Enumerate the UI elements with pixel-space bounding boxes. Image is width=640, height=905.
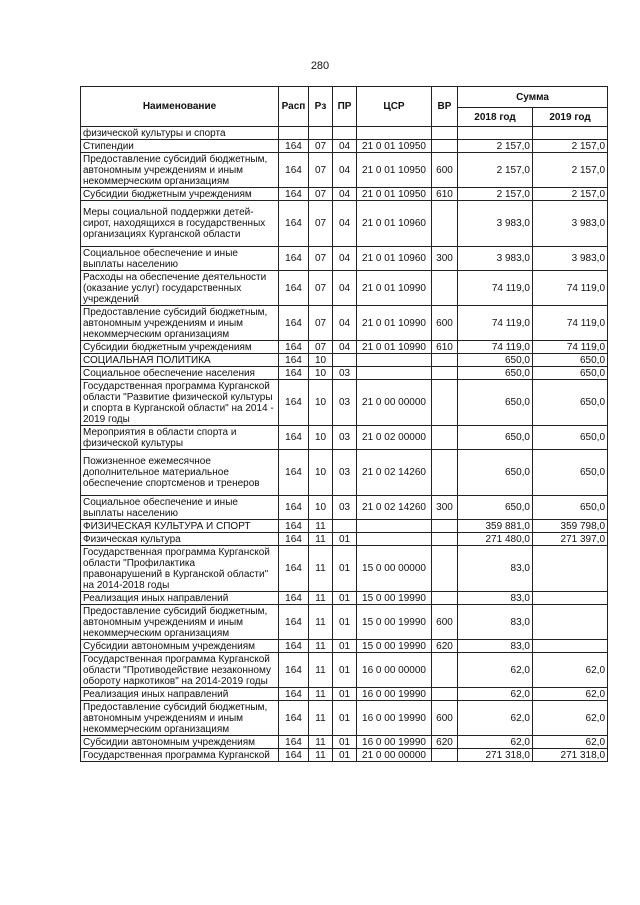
cell-rz: 11	[309, 701, 333, 736]
cell-csr	[357, 354, 432, 367]
cell-pr: 01	[333, 546, 357, 592]
cell-csr: 21 0 01 10990	[357, 341, 432, 354]
cell-vr: 610	[432, 188, 458, 201]
cell-pr: 01	[333, 605, 357, 640]
cell-2018: 74 119,0	[458, 271, 533, 306]
cell-2019: 62,0	[533, 736, 608, 749]
cell-name: Предоставление субсидий бюджетным, автономным учреждениям и иным некоммерческим организациям	[81, 306, 279, 341]
cell-rz: 07	[309, 341, 333, 354]
cell-vr: 300	[432, 496, 458, 520]
cell-rz: 11	[309, 520, 333, 533]
cell-pr: 03	[333, 450, 357, 496]
cell-2018: 271 480,0	[458, 533, 533, 546]
cell-vr	[432, 426, 458, 450]
cell-csr: 21 0 00 00000	[357, 749, 432, 762]
cell-rasp: 164	[279, 546, 309, 592]
cell-pr: 01	[333, 533, 357, 546]
cell-pr: 04	[333, 188, 357, 201]
cell-2018: 650,0	[458, 496, 533, 520]
cell-2019: 650,0	[533, 354, 608, 367]
cell-pr: 03	[333, 496, 357, 520]
cell-csr: 15 0 00 19990	[357, 640, 432, 653]
table-row	[81, 605, 608, 640]
cell-csr: 16 0 00 00000	[357, 653, 432, 688]
cell-name: физической культуры и спорта	[81, 127, 279, 140]
cell-vr	[432, 688, 458, 701]
cell-pr: 01	[333, 592, 357, 605]
cell-2019: 650,0	[533, 380, 608, 426]
cell-vr	[432, 380, 458, 426]
cell-rasp: 164	[279, 749, 309, 762]
cell-vr: 600	[432, 153, 458, 188]
cell-vr	[432, 653, 458, 688]
cell-2019: 2 157,0	[533, 140, 608, 153]
cell-name: Предоставление субсидий бюджетным, автономным учреждениям и иным некоммерческим организациям	[81, 701, 279, 736]
cell-csr	[357, 533, 432, 546]
cell-pr	[333, 354, 357, 367]
cell-rz: 10	[309, 450, 333, 496]
cell-2018: 650,0	[458, 380, 533, 426]
cell-csr: 21 0 01 10960	[357, 247, 432, 271]
cell-pr: 04	[333, 306, 357, 341]
cell-rasp: 164	[279, 153, 309, 188]
table-row	[81, 153, 608, 188]
header-csr: ЦСР	[357, 87, 432, 127]
table-row	[81, 546, 608, 592]
cell-vr	[432, 533, 458, 546]
cell-2018: 83,0	[458, 546, 533, 592]
cell-csr: 21 0 01 10950	[357, 188, 432, 201]
cell-rasp: 164	[279, 140, 309, 153]
cell-pr	[333, 127, 357, 140]
cell-rasp: 164	[279, 306, 309, 341]
cell-name: Реализация иных направлений	[81, 592, 279, 605]
table-row	[81, 749, 608, 762]
cell-pr: 04	[333, 341, 357, 354]
table-row	[81, 341, 608, 354]
cell-rasp: 164	[279, 367, 309, 380]
cell-name: Мероприятия в области спорта и физической культуры	[81, 426, 279, 450]
header-2018: 2018 год	[458, 108, 533, 127]
table-row	[81, 688, 608, 701]
cell-2019: 74 119,0	[533, 341, 608, 354]
cell-2019	[533, 592, 608, 605]
cell-rz: 11	[309, 546, 333, 592]
cell-vr: 600	[432, 306, 458, 341]
cell-rasp: 164	[279, 247, 309, 271]
cell-2019: 271 318,0	[533, 749, 608, 762]
cell-pr: 01	[333, 688, 357, 701]
cell-rz: 07	[309, 153, 333, 188]
cell-name: Пожизненное ежемесячное дополнительное материальное обеспечение спортсменов и тренеров	[81, 450, 279, 496]
cell-rz: 07	[309, 247, 333, 271]
cell-rz: 07	[309, 140, 333, 153]
cell-csr: 21 0 02 00000	[357, 426, 432, 450]
cell-2018: 3 983,0	[458, 201, 533, 247]
page-number: 280	[310, 60, 330, 72]
cell-rz: 07	[309, 201, 333, 247]
cell-2018: 650,0	[458, 367, 533, 380]
header-name: Наименование	[81, 87, 279, 127]
cell-csr: 15 0 00 00000	[357, 546, 432, 592]
cell-2019: 650,0	[533, 450, 608, 496]
table-row	[81, 367, 608, 380]
cell-csr: 21 0 02 14260	[357, 450, 432, 496]
cell-vr: 600	[432, 701, 458, 736]
cell-csr: 21 0 01 10960	[357, 201, 432, 247]
cell-name: Государственная программа Курганской	[81, 749, 279, 762]
cell-rz: 10	[309, 496, 333, 520]
table-row	[81, 127, 608, 140]
table-row	[81, 701, 608, 736]
table-row	[81, 201, 608, 247]
cell-2019: 3 983,0	[533, 247, 608, 271]
cell-vr: 610	[432, 341, 458, 354]
cell-2019: 62,0	[533, 653, 608, 688]
cell-rasp: 164	[279, 450, 309, 496]
cell-name: Субсидии автономным учреждениям	[81, 736, 279, 749]
cell-2018: 83,0	[458, 592, 533, 605]
cell-name: ФИЗИЧЕСКАЯ КУЛЬТУРА И СПОРТ	[81, 520, 279, 533]
header-pr: ПР	[333, 87, 357, 127]
cell-name: Меры социальной поддержки детей-сирот, находящихся в государственных организациях Курганской области	[81, 201, 279, 247]
cell-2018: 62,0	[458, 688, 533, 701]
cell-2019: 650,0	[533, 367, 608, 380]
cell-2018: 83,0	[458, 640, 533, 653]
cell-rz: 10	[309, 426, 333, 450]
budget-table	[80, 86, 608, 762]
cell-csr: 21 0 00 00000	[357, 380, 432, 426]
cell-pr: 04	[333, 140, 357, 153]
table-row	[81, 736, 608, 749]
cell-name: СОЦИАЛЬНАЯ ПОЛИТИКА	[81, 354, 279, 367]
cell-name: Стипендии	[81, 140, 279, 153]
cell-csr: 16 0 00 19990	[357, 736, 432, 749]
table-row	[81, 496, 608, 520]
cell-csr	[357, 127, 432, 140]
cell-csr: 15 0 00 19990	[357, 605, 432, 640]
cell-name: Расходы на обеспечение деятельности (оказание услуг) государственных учреждений	[81, 271, 279, 306]
cell-name: Предоставление субсидий бюджетным, автономным учреждениям и иным некоммерческим организациям	[81, 153, 279, 188]
cell-rz: 11	[309, 749, 333, 762]
cell-csr: 21 0 01 10990	[357, 271, 432, 306]
cell-2018: 271 318,0	[458, 749, 533, 762]
cell-name: Государственная программа Курганской области "Развитие физической культуры и спорта в Курганской области" на 2014 - 2019 годы	[81, 380, 279, 426]
cell-name: Реализация иных направлений	[81, 688, 279, 701]
cell-rz: 11	[309, 605, 333, 640]
cell-2018: 2 157,0	[458, 153, 533, 188]
cell-vr: 620	[432, 736, 458, 749]
cell-rasp: 164	[279, 736, 309, 749]
cell-rasp: 164	[279, 520, 309, 533]
cell-vr	[432, 749, 458, 762]
cell-vr	[432, 367, 458, 380]
cell-2018: 2 157,0	[458, 188, 533, 201]
cell-rasp: 164	[279, 496, 309, 520]
header-sum: Сумма	[458, 87, 608, 108]
cell-2019: 62,0	[533, 701, 608, 736]
cell-rasp: 164	[279, 592, 309, 605]
cell-rz: 07	[309, 188, 333, 201]
header-vr: ВР	[432, 87, 458, 127]
cell-2019	[533, 546, 608, 592]
cell-2018: 74 119,0	[458, 341, 533, 354]
table-row	[81, 306, 608, 341]
table-row	[81, 271, 608, 306]
cell-2018	[458, 127, 533, 140]
cell-2018: 359 881,0	[458, 520, 533, 533]
cell-pr	[333, 520, 357, 533]
cell-2018: 2 157,0	[458, 140, 533, 153]
cell-pr: 01	[333, 749, 357, 762]
table-row	[81, 653, 608, 688]
cell-pr: 03	[333, 426, 357, 450]
cell-2018: 3 983,0	[458, 247, 533, 271]
cell-csr: 21 0 02 14260	[357, 496, 432, 520]
table-row	[81, 188, 608, 201]
cell-vr: 300	[432, 247, 458, 271]
cell-2019: 271 397,0	[533, 533, 608, 546]
table-row	[81, 640, 608, 653]
cell-vr	[432, 127, 458, 140]
cell-2018: 62,0	[458, 653, 533, 688]
cell-vr	[432, 546, 458, 592]
cell-pr: 01	[333, 736, 357, 749]
header-rz: Рз	[309, 87, 333, 127]
cell-pr: 03	[333, 380, 357, 426]
table-row	[81, 592, 608, 605]
cell-2019: 62,0	[533, 688, 608, 701]
cell-2018: 62,0	[458, 736, 533, 749]
cell-2019: 74 119,0	[533, 271, 608, 306]
table-row	[81, 354, 608, 367]
cell-name: Государственная программа Курганской области "Профилактика правонарушений в Курганской области" на 2014-2018 годы	[81, 546, 279, 592]
cell-rz: 11	[309, 592, 333, 605]
cell-2019: 2 157,0	[533, 153, 608, 188]
cell-rz: 10	[309, 354, 333, 367]
cell-2018: 74 119,0	[458, 306, 533, 341]
cell-name: Предоставление субсидий бюджетным, автономным учреждениям и иным некоммерческим организациям	[81, 605, 279, 640]
cell-2019: 359 798,0	[533, 520, 608, 533]
cell-rz: 11	[309, 736, 333, 749]
cell-2018: 650,0	[458, 426, 533, 450]
cell-csr: 21 0 01 10990	[357, 306, 432, 341]
cell-2018: 650,0	[458, 450, 533, 496]
table-row	[81, 247, 608, 271]
cell-2019: 2 157,0	[533, 188, 608, 201]
cell-2019	[533, 605, 608, 640]
table-row	[81, 426, 608, 450]
cell-rasp: 164	[279, 688, 309, 701]
cell-rasp: 164	[279, 341, 309, 354]
cell-rz	[309, 127, 333, 140]
cell-vr	[432, 592, 458, 605]
cell-vr: 620	[432, 640, 458, 653]
cell-rasp: 164	[279, 380, 309, 426]
cell-rasp: 164	[279, 271, 309, 306]
cell-rz: 11	[309, 533, 333, 546]
header-rasp: Расп	[279, 87, 309, 127]
cell-name: Социальное обеспечение и иные выплаты населению	[81, 247, 279, 271]
cell-rasp: 164	[279, 701, 309, 736]
cell-name: Субсидии автономным учреждениям	[81, 640, 279, 653]
cell-name: Государственная программа Курганской области "Противодействие незаконному обороту наркотиков" на 2014-2019 годы	[81, 653, 279, 688]
cell-pr: 03	[333, 367, 357, 380]
cell-rasp: 164	[279, 605, 309, 640]
cell-vr	[432, 520, 458, 533]
cell-2019: 650,0	[533, 426, 608, 450]
cell-vr	[432, 450, 458, 496]
table-row	[81, 450, 608, 496]
cell-name: Субсидии бюджетным учреждениям	[81, 188, 279, 201]
cell-2018: 83,0	[458, 605, 533, 640]
table-row	[81, 533, 608, 546]
cell-vr: 600	[432, 605, 458, 640]
cell-csr: 21 0 01 10950	[357, 140, 432, 153]
cell-pr: 04	[333, 201, 357, 247]
cell-rasp	[279, 127, 309, 140]
cell-csr: 16 0 00 19990	[357, 688, 432, 701]
cell-rz: 10	[309, 367, 333, 380]
cell-pr: 04	[333, 271, 357, 306]
cell-rz: 10	[309, 380, 333, 426]
cell-pr: 01	[333, 701, 357, 736]
cell-rasp: 164	[279, 188, 309, 201]
cell-2018: 650,0	[458, 354, 533, 367]
cell-pr: 04	[333, 247, 357, 271]
cell-2019: 74 119,0	[533, 306, 608, 341]
cell-vr	[432, 201, 458, 247]
cell-rz: 11	[309, 688, 333, 701]
cell-vr	[432, 354, 458, 367]
cell-rz: 11	[309, 653, 333, 688]
cell-csr	[357, 520, 432, 533]
cell-rz: 11	[309, 640, 333, 653]
cell-name: Социальное обеспечение и иные выплаты населению	[81, 496, 279, 520]
table-row	[81, 380, 608, 426]
cell-pr: 04	[333, 153, 357, 188]
cell-rasp: 164	[279, 426, 309, 450]
header-2019: 2019 год	[533, 108, 608, 127]
cell-name: Физическая культура	[81, 533, 279, 546]
cell-2019	[533, 127, 608, 140]
cell-vr	[432, 271, 458, 306]
cell-2019: 650,0	[533, 496, 608, 520]
cell-csr: 21 0 01 10950	[357, 153, 432, 188]
cell-vr	[432, 140, 458, 153]
cell-name: Социальное обеспечение населения	[81, 367, 279, 380]
cell-rasp: 164	[279, 201, 309, 247]
table-row	[81, 140, 608, 153]
cell-rz: 07	[309, 271, 333, 306]
cell-rasp: 164	[279, 640, 309, 653]
cell-2019	[533, 640, 608, 653]
cell-csr: 16 0 00 19990	[357, 701, 432, 736]
cell-csr	[357, 367, 432, 380]
cell-rz: 07	[309, 306, 333, 341]
cell-pr: 01	[333, 640, 357, 653]
cell-rasp: 164	[279, 533, 309, 546]
cell-pr: 01	[333, 653, 357, 688]
cell-2019: 3 983,0	[533, 201, 608, 247]
cell-csr: 15 0 00 19990	[357, 592, 432, 605]
table-row	[81, 520, 608, 533]
cell-2018: 62,0	[458, 701, 533, 736]
cell-name: Субсидии бюджетным учреждениям	[81, 341, 279, 354]
cell-rasp: 164	[279, 653, 309, 688]
cell-rasp: 164	[279, 354, 309, 367]
